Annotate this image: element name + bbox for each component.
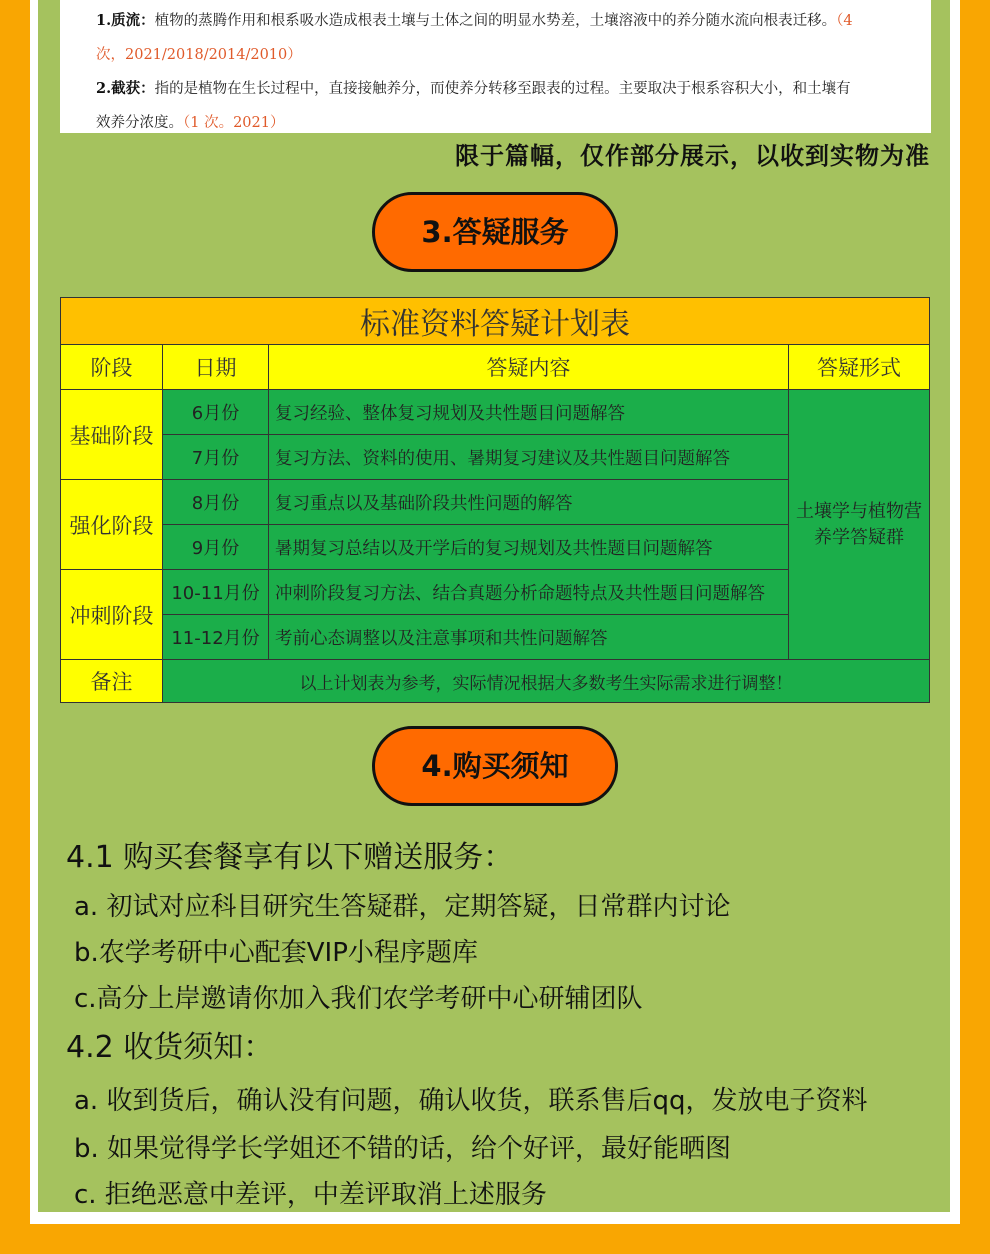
remark-label: 备注 (61, 660, 163, 703)
term-mass-flow: 1.质流： (96, 12, 155, 29)
section-4-title: 4.购买须知 (372, 726, 618, 806)
freq-1a: （4 (836, 13, 853, 29)
table-row (61, 390, 930, 435)
gift-item: a. 初试对应科目研究生答疑群，定期答疑，日常群内讨论 (74, 892, 731, 922)
excerpt-text-1: 植物的蒸腾作用和根系吸水造成根表土壤与土体之间的明显水势差，土壤溶液中的养分随水流向根表迁移。 (154, 13, 837, 29)
header-content: 答疑内容 (269, 345, 789, 390)
table-title-row (61, 298, 930, 345)
date-cell: 6月份 (163, 390, 269, 435)
content-panel (38, 0, 950, 1212)
content-cell: 复习经验、整体复习规划及共性题目问题解答 (269, 390, 789, 435)
section-3-title: 3.答疑服务 (372, 192, 618, 272)
table-header-row (61, 345, 930, 390)
remark-text: 以上计划表为参考，实际情况根据大多数考生实际需求进行调整！ (163, 660, 930, 703)
header-form: 答疑形式 (789, 345, 930, 390)
excerpt-item-1 (96, 4, 901, 38)
excerpt-item-2 (96, 72, 901, 106)
header-date: 日期 (163, 345, 269, 390)
receipt-item: b. 如果觉得学长学姐还不错的话，给个好评，最好能晒图 (74, 1134, 732, 1164)
display-notice: 限于篇幅，仅作部分展示，以收到实物为准 (455, 142, 930, 170)
header-stage: 阶段 (61, 345, 163, 390)
excerpt-text-2a: 指的是植物在生长过程中，直接接触养分，而使养分转移至跟表的过程。主要取决于根系容积大小，和土壤有 (154, 81, 851, 97)
freq-2: （1 次。2021） (183, 115, 285, 131)
receipt-heading: 4.2 收货须知： (66, 1030, 274, 1065)
remark-row (61, 660, 930, 703)
qa-plan-table (60, 297, 930, 703)
date-cell: 9月份 (163, 525, 269, 570)
content-cell: 复习方法、资料的使用、暑期复习建议及共性题目问题解答 (269, 435, 789, 480)
gift-item: c.高分上岸邀请你加入我们农学考研中心研辅团队 (74, 984, 643, 1014)
date-cell: 7月份 (163, 435, 269, 480)
stage-cell: 强化阶段 (61, 480, 163, 570)
gift-services-heading: 4.1 购买套餐享有以下赠送服务： (66, 840, 514, 875)
receipt-item: a. 收到货后，确认没有问题，确认收货，联系售后qq，发放电子资料 (74, 1086, 868, 1116)
table-title: 标准资料答疑计划表 (61, 298, 930, 345)
content-cell: 冲刺阶段复习方法、结合真题分析命题特点及共性题目问题解答 (269, 570, 789, 615)
stage-cell: 基础阶段 (61, 390, 163, 480)
stage-cell: 冲刺阶段 (61, 570, 163, 660)
sample-excerpt (60, 0, 931, 133)
freq-1b: 次，2021/2018/2014/2010） (96, 47, 302, 63)
page-frame (30, 0, 960, 1224)
date-cell: 8月份 (163, 480, 269, 525)
term-interception: 2.截获： (96, 80, 155, 97)
date-cell: 11-12月份 (163, 615, 269, 660)
form-cell: 土壤学与植物营养学答疑群 (789, 390, 930, 660)
content-cell: 暑期复习总结以及开学后的复习规划及共性题目问题解答 (269, 525, 789, 570)
excerpt-text-2b: 效养分浓度。 (96, 115, 183, 131)
receipt-item: c. 拒绝恶意中差评，中差评取消上述服务 (74, 1180, 547, 1210)
gift-item: b.农学考研中心配套VIP小程序题库 (74, 938, 478, 968)
date-cell: 10-11月份 (163, 570, 269, 615)
content-cell: 考前心态调整以及注意事项和共性问题解答 (269, 615, 789, 660)
content-cell: 复习重点以及基础阶段共性问题的解答 (269, 480, 789, 525)
excerpt-line-2b (96, 106, 901, 140)
